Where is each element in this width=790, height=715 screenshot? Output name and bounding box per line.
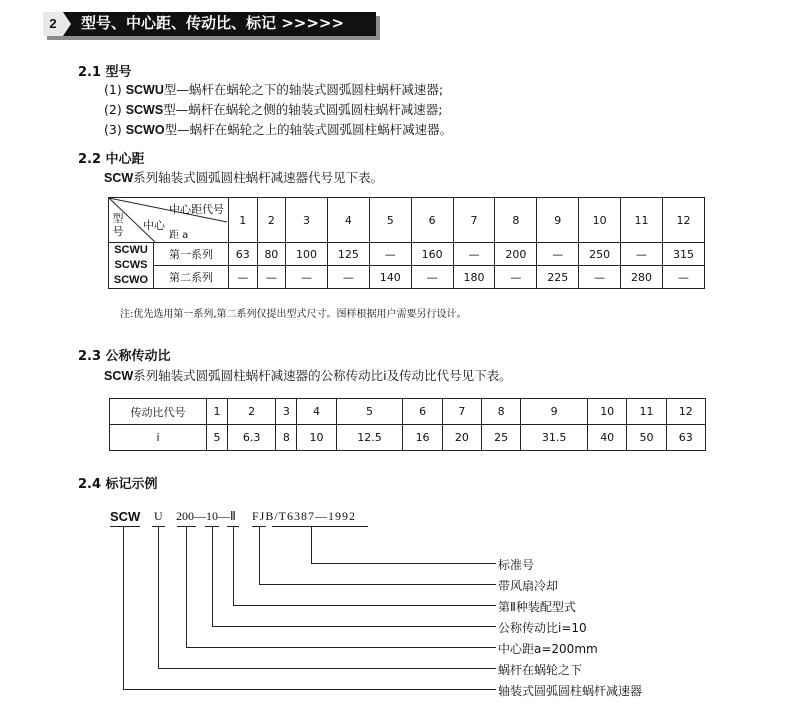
model-code: SCWS bbox=[114, 259, 148, 271]
ratio-cell: 16 bbox=[403, 425, 442, 451]
code-cell: 8 bbox=[481, 399, 520, 425]
ratio-cell: 40 bbox=[588, 425, 627, 451]
corner-mid-label-2: 距 a bbox=[169, 230, 189, 241]
code-cell: 11 bbox=[627, 399, 666, 425]
code-cell: 8 bbox=[495, 198, 537, 243]
value-cell: — bbox=[286, 266, 328, 289]
code-cell: 4 bbox=[327, 198, 369, 243]
corner-mid-label: 中心 bbox=[143, 219, 165, 232]
label-fan-cooling: 带风扇冷却 bbox=[498, 579, 559, 593]
underline-scw bbox=[110, 526, 140, 527]
value-cell: — bbox=[495, 266, 537, 289]
value-cell: 280 bbox=[621, 266, 663, 289]
item-text: 型—蜗杆在蜗轮之下的轴装式圆弧圆柱蜗杆减速器; bbox=[163, 82, 444, 97]
leader-h2 bbox=[259, 584, 496, 585]
series-code: SCW bbox=[104, 171, 134, 185]
underline-std bbox=[272, 526, 368, 527]
item-prefix: (1) bbox=[104, 82, 126, 97]
ratio-cell: 20 bbox=[442, 425, 481, 451]
item-text: 型—蜗杆在蜗轮之侧的轴装式圆弧圆柱蜗杆减速器; bbox=[163, 102, 443, 117]
model-code: SCWS bbox=[125, 103, 164, 117]
label-assembly-type: 第Ⅱ种装配型式 bbox=[498, 600, 576, 614]
ratio-cell: 50 bbox=[627, 425, 666, 451]
section-2-1-heading: 2.1 型号 bbox=[78, 65, 132, 80]
section-2-4-heading: 2.4 标记示例 bbox=[78, 477, 158, 492]
value-cell: — bbox=[257, 266, 286, 289]
leader-h3 bbox=[233, 605, 496, 606]
item-prefix: (2) bbox=[104, 102, 126, 117]
model-code: SCWO bbox=[113, 274, 149, 286]
value-cell: 125 bbox=[327, 243, 369, 266]
code-cell: 1 bbox=[229, 198, 258, 243]
section-2-3-intro bbox=[104, 366, 512, 384]
value-cell: 250 bbox=[579, 243, 621, 266]
center-distance-table bbox=[108, 197, 705, 289]
value-cell: — bbox=[327, 266, 369, 289]
ratio-cell: 63 bbox=[666, 425, 705, 451]
code-cell: 10 bbox=[588, 399, 627, 425]
leader-h1 bbox=[311, 563, 496, 564]
code-cell: 6 bbox=[411, 198, 453, 243]
row-label: 第二系列 bbox=[154, 266, 229, 289]
code-cell: 7 bbox=[442, 399, 481, 425]
leader-v7 bbox=[123, 526, 124, 690]
leader-v4 bbox=[212, 526, 213, 627]
value-cell: 225 bbox=[537, 266, 579, 289]
code-cell: 6 bbox=[403, 399, 442, 425]
value-cell: — bbox=[579, 266, 621, 289]
ratio-cell: 10 bbox=[297, 425, 336, 451]
code-cell: 7 bbox=[453, 198, 495, 243]
leader-v3 bbox=[233, 526, 234, 606]
label-reducer-type: 轴装式圆弧圆柱蜗杆减速器 bbox=[498, 684, 643, 698]
ratio-cell: 5 bbox=[207, 425, 228, 451]
ratio-cell: 12.5 bbox=[336, 425, 403, 451]
value-cell: 100 bbox=[286, 243, 328, 266]
section-2-2-heading: 2.2 中心距 bbox=[78, 152, 145, 167]
chapter-number: 2 bbox=[43, 12, 63, 36]
code-cell: 1 bbox=[207, 399, 228, 425]
model-code: SCWU bbox=[125, 83, 164, 97]
table-note: 注:优先选用第一系列,第二系列仅提出型式尺寸。图样根据用户需要另行设计。 bbox=[120, 309, 467, 320]
code-cell: 2 bbox=[257, 198, 286, 243]
value-cell: — bbox=[453, 243, 495, 266]
intro-text: 系列轴装式圆弧圆柱蜗杆减速器的公称传动比i及传动比代号见下表。 bbox=[133, 368, 512, 383]
value-cell: — bbox=[411, 266, 453, 289]
code-cell: 12 bbox=[662, 198, 704, 243]
item-text: 型—蜗杆在蜗轮之上的轴装式圆弧圆柱蜗杆减速器。 bbox=[164, 122, 453, 137]
code-cell: 12 bbox=[666, 399, 705, 425]
value-cell: 180 bbox=[453, 266, 495, 289]
value-cell: — bbox=[369, 243, 411, 266]
value-cell: 140 bbox=[369, 266, 411, 289]
label-worm-position: 蜗杆在蜗轮之下 bbox=[498, 663, 583, 677]
ratio-table bbox=[109, 398, 706, 451]
leader-v5 bbox=[186, 526, 187, 648]
code-cell: 3 bbox=[276, 399, 297, 425]
ratio-cell: 25 bbox=[481, 425, 520, 451]
model-item-3 bbox=[104, 120, 452, 138]
leader-v2 bbox=[259, 526, 260, 585]
value-cell: — bbox=[229, 266, 258, 289]
code-cell: 5 bbox=[369, 198, 411, 243]
value-cell: 315 bbox=[662, 243, 704, 266]
code-cell: 9 bbox=[521, 399, 588, 425]
section-2-2-intro bbox=[104, 168, 383, 186]
value-cell: — bbox=[537, 243, 579, 266]
chapter-title: 型号、中心距、传动比、标记 >>>>> bbox=[81, 14, 345, 32]
ratio-cell: 31.5 bbox=[521, 425, 588, 451]
mark-scw: SCW bbox=[110, 509, 141, 524]
model-code: SCWO bbox=[125, 123, 165, 137]
ratio-cell: 8 bbox=[276, 425, 297, 451]
mark-standard: FJB/T6387—1992 bbox=[252, 509, 357, 523]
code-cell: 2 bbox=[227, 399, 275, 425]
model-item-2 bbox=[104, 100, 442, 118]
value-cell: 80 bbox=[257, 243, 286, 266]
intro-text: 系列轴装式圆弧圆柱蜗杆减速器代号见下表。 bbox=[133, 170, 384, 185]
value-cell: — bbox=[662, 266, 704, 289]
row-label: 传动比代号 bbox=[110, 399, 207, 425]
label-ratio: 公称传动比i=10 bbox=[498, 621, 587, 635]
leader-h6 bbox=[158, 668, 496, 669]
label-standard: 标准号 bbox=[498, 558, 535, 572]
series-code: SCW bbox=[104, 369, 134, 383]
corner-cell bbox=[109, 198, 229, 243]
value-cell: — bbox=[621, 243, 663, 266]
leader-h5 bbox=[186, 647, 496, 648]
mark-mid: 200—10—Ⅱ bbox=[176, 509, 236, 523]
item-prefix: (3) bbox=[104, 122, 126, 137]
code-cell: 5 bbox=[336, 399, 403, 425]
mark-u: U bbox=[154, 509, 163, 523]
code-cell: 4 bbox=[297, 399, 336, 425]
value-cell: 63 bbox=[229, 243, 258, 266]
corner-left-label: 型号 bbox=[112, 212, 124, 238]
section-2-3-heading: 2.3 公称传动比 bbox=[78, 349, 171, 364]
label-center-distance: 中心距a=200mm bbox=[498, 642, 598, 656]
leader-h7 bbox=[123, 689, 496, 690]
model-codes-cell bbox=[109, 243, 154, 289]
leader-v1 bbox=[311, 526, 312, 564]
code-cell: 3 bbox=[286, 198, 328, 243]
corner-top-label: 中心距代号 bbox=[169, 203, 224, 216]
leader-v6 bbox=[158, 526, 159, 669]
model-item-1 bbox=[104, 80, 443, 98]
ratio-cell: 6.3 bbox=[227, 425, 275, 451]
row-label: 第一系列 bbox=[154, 243, 229, 266]
row-label: i bbox=[110, 425, 207, 451]
model-code: SCWU bbox=[114, 244, 148, 256]
leader-h4 bbox=[212, 626, 496, 627]
value-cell: 160 bbox=[411, 243, 453, 266]
code-cell: 11 bbox=[621, 198, 663, 243]
code-cell: 9 bbox=[537, 198, 579, 243]
code-cell: 10 bbox=[579, 198, 621, 243]
value-cell: 200 bbox=[495, 243, 537, 266]
